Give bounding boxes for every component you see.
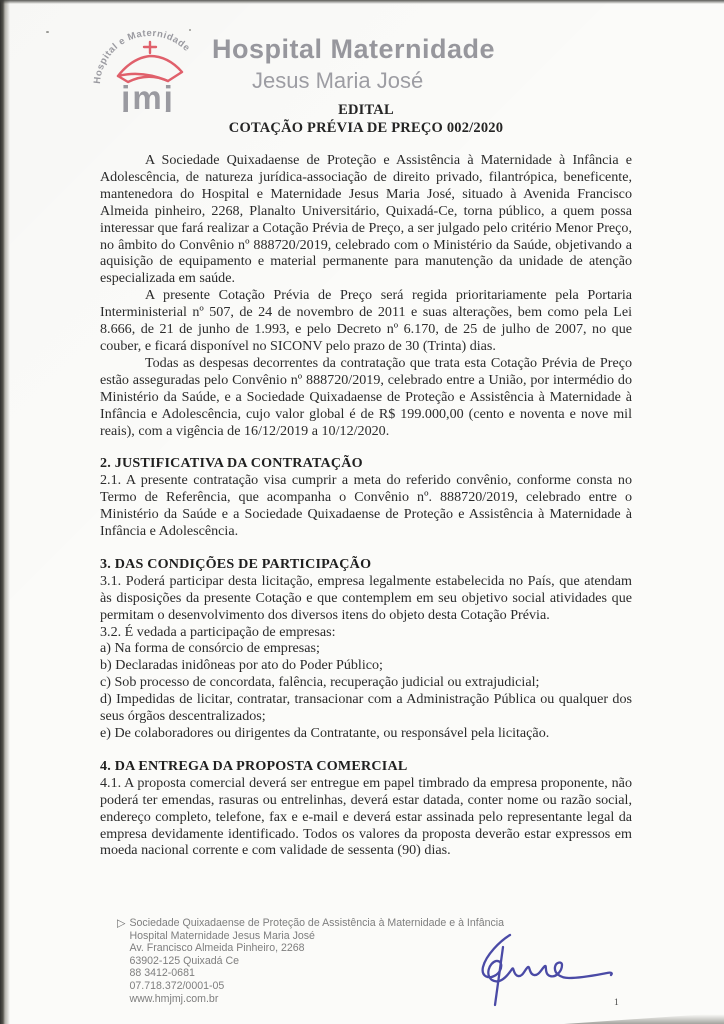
section-heading: 3. DAS CONDIÇÕES DE PARTICIPAÇÃO — [100, 555, 372, 572]
section-item: a) Na forma de consórcio de empresas; — [100, 640, 320, 657]
section-item: e) De colaboradores ou dirigentes da Contratante, ou responsável pela licitação. — [100, 725, 550, 741]
hospital-subname: Jesus Maria José — [252, 68, 424, 93]
section-item: 4.1. A proposta comercial deverá ser entregue em papel timbrado da empresa proponente, não poderá ter emendas, rasuras ou entrelinhas, deverá estar datada, conter nome ou razão social, endereço completo, telefone, fax e e-mail e deverá estar assinada pelo representante legal da empresa devidamente identificado. Todos os valores da proposta deverão estar expressos em moeda nacional corrente e com validade de sessenta (90) dias. — [100, 774, 632, 859]
scan-corner-bottom-right — [564, 1011, 724, 1024]
section-item: b) Declaradas inidôneas por ato do Poder Público; — [100, 657, 383, 674]
section-item: d) Impedidas de licitar, contratar, transacionar com a Administração Pública ou qualquer dos seus órgãos descentralizados; — [100, 691, 632, 725]
hospital-logo — [84, 20, 212, 112]
footer-line-cnpj: 07.718.372/0001-05 — [129, 979, 225, 992]
paragraph: A Sociedade Quixadaense de Proteção e Assistência à Maternidade à Infância e Adolescência, de natureza jurídica-associação de direito privado, filantrópica, beneficente, mantenedora do Hospital e Maternidade Jesus Maria José, situado à Avenida Francisco Almeida pinheiro, 2268, Planalto Universitário, Quixadá-Ce, torna público, a quem possa interessar que fará realizar a Cotação Prévia de Preço, a ser julgado pelo critério Menor Preço, no âmbito do Convênio nº 888720/2019, celebrado com o Ministério da Saúde, objetivando a aquisição de equipamento e material permanente para manutenção da unidade de atenção especializada em saúde. — [100, 152, 632, 287]
footer-line-city: 63902-125 Quixadá Ce — [129, 954, 240, 967]
footer-line-website: www.hmjmj.com.br — [129, 992, 219, 1005]
footer-line-street: Av. Francisco Almeida Pinheiro, 2268 — [129, 942, 305, 955]
section-item: 3.2. É vedada a participação de empresas: — [100, 623, 336, 640]
document-body — [100, 152, 632, 859]
handwritten-signature — [470, 931, 628, 1009]
jmj-logo-icon — [84, 20, 212, 112]
page-number: 1 — [614, 998, 619, 1008]
footer-line-hospital: Hospital Maternidade Jesus Maria José — [129, 929, 315, 942]
section-condicoes — [100, 556, 632, 742]
section-heading: 4. DA ENTREGA DA PROPOSTA COMERCIAL — [100, 757, 408, 774]
section-item: 3.1. Poderá participar desta licitação, empresa legalmente estabelecida no País, que atendam às disposições da presente Cotação e que contemplem em seu objetivo social atividades que permitam o desenvolvimento dos diversos itens do objeto desta Cotação Prévia. — [100, 572, 632, 623]
title-line-cotacao: COTAÇÃO PRÉVIA DE PREÇO 002/2020 — [228, 120, 504, 136]
section-justificativa — [100, 455, 632, 540]
hospital-name: Hospital Maternidade — [212, 34, 496, 64]
logo-arc-text: Hospital e Maternidade — [91, 27, 193, 85]
footer-line-society: Sociedade Quixadaense de Proteção de Assistência à Maternidade e à Infância — [129, 917, 505, 929]
header — [212, 34, 512, 94]
red-cap-cross-icon — [118, 42, 182, 82]
scan-speck — [46, 31, 49, 33]
footer-address-block — [129, 917, 504, 1005]
footer-line-phone: 88 3412-0681 — [129, 967, 195, 980]
title-line-edital: EDITAL — [338, 102, 394, 118]
scan-edge-left — [0, 0, 10, 1024]
scan-edge-top — [0, 0, 724, 4]
section-item: 2.1. A presente contratação visa cumprir a meta do referido convênio, conforme consta no Termo de Referência, que acompanha o Convênio nº. 888720/2019, celebrado entre o Ministério da Saúde e a Sociedade Quixadaense de Proteção e Assistência à Maternidade à Infância e Adolescência. — [100, 472, 632, 540]
paragraph: Todas as despesas decorrentes da contratação que trata esta Cotação Prévia de Preço estão asseguradas pelo Convênio nº 888720/2019, celebrado entre a União, por intermédio do Ministério da Saúde, e a Sociedade Quixadaense de Proteção e Assistência à Maternidade à Infância e Adolescência, cujo valor global é de R$ 199.000,00 (cento e noventa e nove mil reais), com a vigência de 16/12/2019 a 10/12/2020. — [100, 354, 632, 439]
section-heading: 2. JUSTIFICATIVA DA CONTRATAÇÃO — [100, 455, 363, 472]
logo-monogram: jmj — [121, 79, 175, 112]
document-title — [100, 101, 632, 137]
section-entrega-proposta — [100, 758, 632, 859]
section-item: c) Sob processo de concordata, falência, recuperação judicial ou extrajudicial; — [100, 674, 540, 691]
paragraph: A presente Cotação Prévia de Preço será regida prioritariamente pela Portaria Interministerial nº 507, de 24 de novembro de 2011 e suas alterações, bem como pela Lei 8.666, de 21 de junho de 1.993, e pelo Decreto nº 6.170, de 25 de julho de 2007, no que couber, e ficará disponível no SICONV pelo prazo de 30 (Trinta) dias. — [100, 287, 632, 354]
footer-marker-icon: ▷ — [117, 917, 126, 930]
